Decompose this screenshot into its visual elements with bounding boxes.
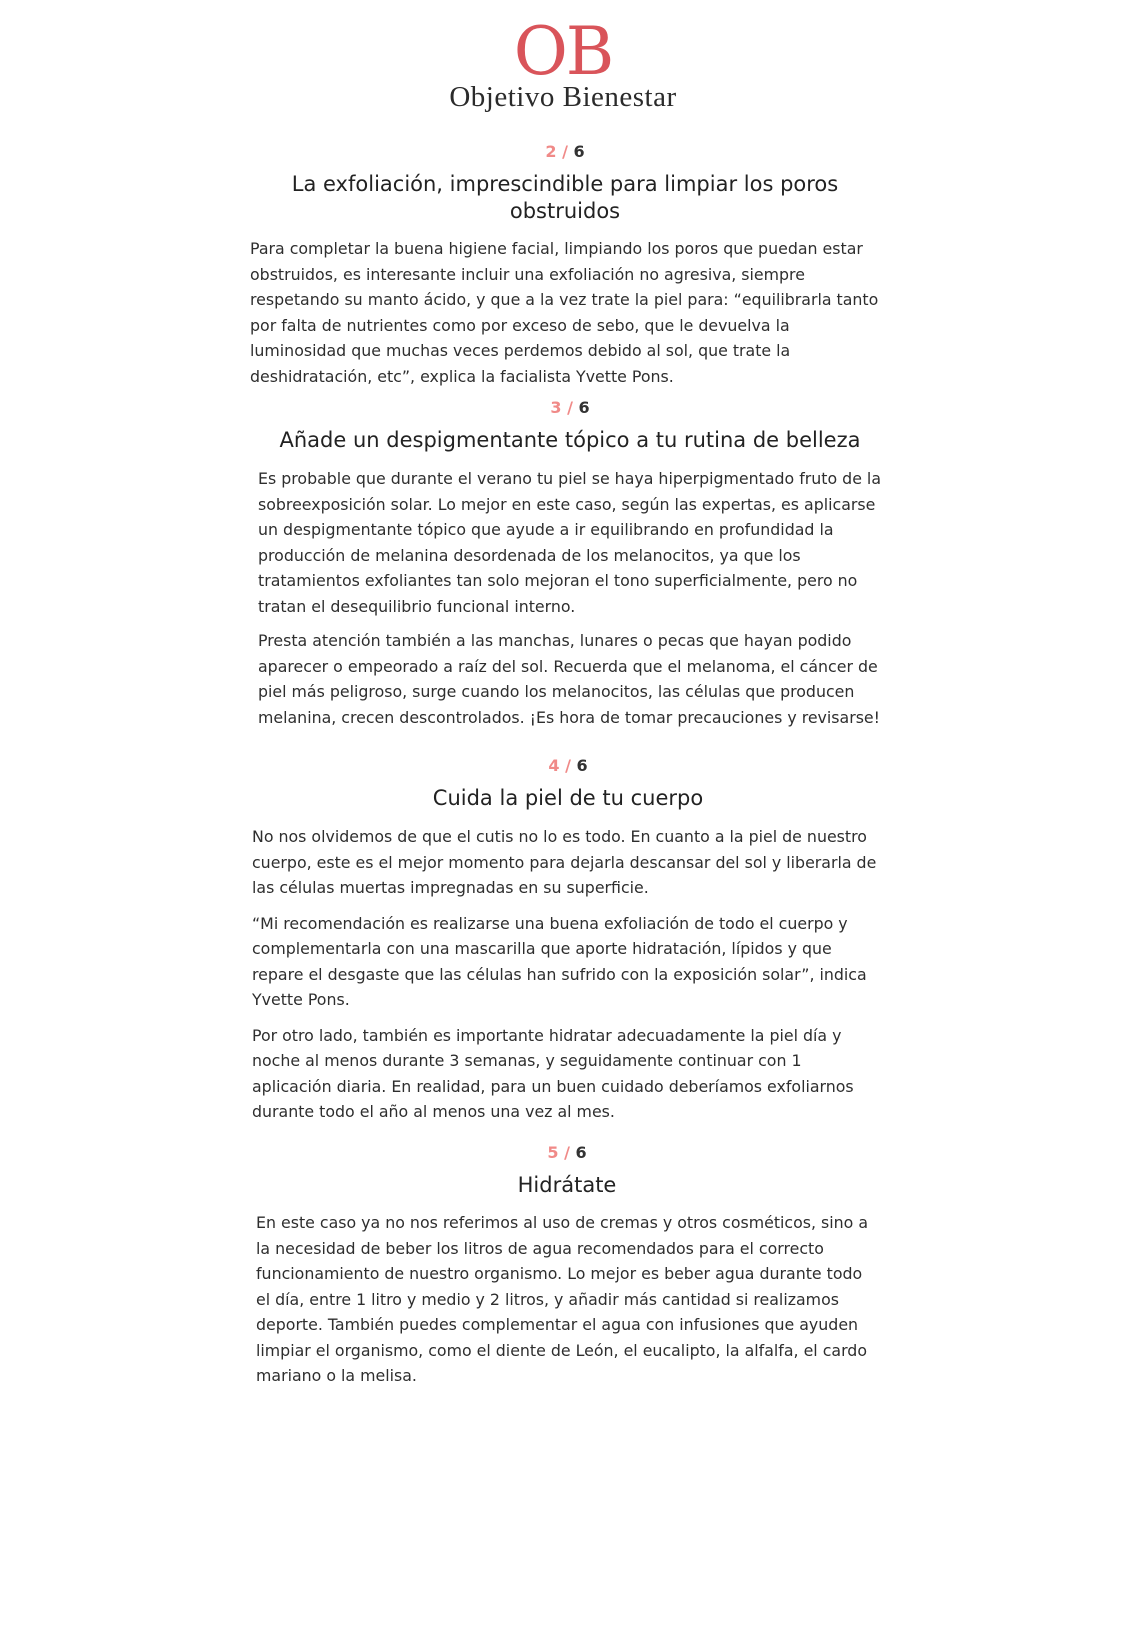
section-paragraph: No nos olvidemos de que el cutis no lo es todo. En cuanto a la piel de nuestro cuerpo, este es el mejor momento para dejarla descansar del sol y liberarla de las células muertas impregnadas en su superficie. — [252, 827, 877, 897]
counter-current: 5 — [547, 1143, 559, 1162]
section-paragraph: Para completar la buena higiene facial, limpiando los poros que puedan estar obstruidos, es interesante incluir una exfoliación no agresiva, siempre respetando su manto ácido, y que a la vez trate la piel para: “equilibrarla tanto por falta de nutrientes como por exceso de sebo, que le devuelva la luminosidad que muchas veces perdemos debido al sol, que trate la deshidratación, etc”, explica la facialista Yvette Pons. — [250, 239, 879, 386]
counter-current: 2 — [545, 142, 557, 161]
logo-monogram: OB — [513, 13, 613, 90]
logo-wordmark: Objetivo Bienestar — [449, 81, 677, 113]
counter-separator: / — [564, 1143, 570, 1162]
section-title: Cuida la piel de tu cuerpo — [432, 786, 704, 810]
slide-counter — [258, 398, 882, 418]
section-title: Hidrátate — [517, 1173, 617, 1197]
counter-total: 6 — [576, 756, 588, 775]
counter-total: 6 — [573, 142, 585, 161]
slide-counter — [250, 142, 880, 162]
slide-section-3 — [258, 398, 882, 730]
section-paragraph: Por otro lado, también es importante hidratar adecuadamente la piel día y noche al menos durante 3 semanas, y seguidamente continuar con 1 aplicación diaria. En realidad, para un buen cuidado deberíamos exfoliarnos durante todo el año al menos una vez al mes. — [252, 1025, 854, 1121]
section-paragraph: En este caso ya no nos referimos al uso de cremas y otros cosméticos, sino a la necesidad de beber los litros de agua recomendados para el correcto funcionamiento de nuestro organismo. Lo mejor es beber agua durante todo el día, entre 1 litro y medio y 2 litros, y añadir más cantidad si realizamos deporte. También puedes complementar el agua con infusiones que ayuden limpiar el organismo, como el diente de León, el eucalipto, la alfalfa, el cardo mariano o la melisa. — [256, 1213, 869, 1385]
counter-total: 6 — [575, 1143, 587, 1162]
slide-counter — [256, 1143, 878, 1163]
section-title: Añade un despigmentante tópico a tu rutina de belleza — [279, 428, 861, 452]
section-paragraph: Es probable que durante el verano tu piel se haya hiperpigmentado fruto de la sobreexposición solar. Lo mejor en este caso, según las expertas, es aplicarse un despigmentante tópico que ayude a ir equilibrando en profundidad la producción de melanina desordenada de los melanocitos, ya que los tratamientos exfoliantes tan solo mejoran el tono superficialmente, pero no tratan el desequilibrio funcional interno. — [258, 469, 882, 616]
counter-separator: / — [567, 398, 573, 417]
slide-counter — [252, 756, 884, 776]
counter-separator: / — [562, 142, 568, 161]
counter-separator: / — [565, 756, 571, 775]
section-paragraph: “Mi recomendación es realizarse una buena exfoliación de todo el cuerpo y complementarla con una mascarilla que aporte hidratación, lípidos y que repare el desgaste que las células han sufrido con la exposición solar”, indica Yvette Pons. — [252, 913, 867, 1009]
slide-section-4 — [252, 756, 884, 1125]
counter-current: 4 — [548, 756, 560, 775]
counter-current: 3 — [550, 398, 562, 417]
site-logo[interactable] — [0, 13, 1126, 113]
section-title: La exfoliación, imprescindible para limpiar los poros obstruidos — [291, 172, 839, 223]
slide-section-5 — [256, 1143, 878, 1389]
counter-total: 6 — [578, 398, 590, 417]
section-paragraph: Presta atención también a las manchas, lunares o pecas que hayan podido aparecer o empeorado a raíz del sol. Recuerda que el melanoma, el cáncer de piel más peligroso, surge cuando los melanocitos, las células que producen melanina, crecen descontrolados. ¡Es hora de tomar precauciones y revisarse! — [258, 631, 880, 727]
slide-section-2 — [250, 142, 880, 389]
